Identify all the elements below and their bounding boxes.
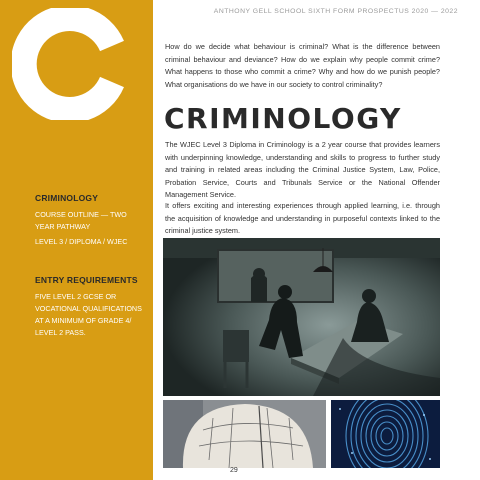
page-number: 29: [230, 467, 238, 474]
intro-paragraph: How do we decide what behaviour is criminal? What is the difference between criminal behaviour and deviance? How do we explain why people commit crime? What happens to those who commit a crime? Why and how do we punish people? What organisations do we have in our society to control criminality?: [165, 42, 440, 89]
page-title: CRIMINOLOGY: [164, 102, 402, 135]
big-letter-c: [12, 8, 124, 120]
phrenology-head-photo: [163, 400, 326, 468]
page-header: [214, 8, 458, 15]
entry-heading: ENTRY REQUIREMENTS: [35, 275, 138, 285]
interrogation-room-photo: [163, 238, 440, 396]
prospectus-label: SIXTH FORM PROSPECTUS 2020 — 2022: [308, 8, 458, 15]
course-outline: COURSE OUTLINE — TWO YEAR PATHWAY: [35, 210, 127, 231]
description-paragraph: The WJEC Level 3 Diploma in Criminology is a 2 year course that provides learners with underpinning knowledge, understanding and skills to progress to further study and training in related areas including the Criminal Justice System, Law, Police, Probation Service, Courts and Tribunals Service or the National Offender Management Service.: [165, 140, 440, 200]
course-heading: CRIMINOLOGY: [35, 193, 99, 203]
entry-requirements: FIVE LEVEL 2 GCSE OR VOCATIONAL QUALIFICATIONS AT A MINIMUM OF GRADE 4/ LEVEL 2 PASS.: [35, 292, 142, 337]
school-name: ANTHONY GELL SCHOOL: [213, 8, 306, 15]
sidebar: [0, 0, 153, 480]
course-level: LEVEL 3 / DIPLOMA / WJEC: [35, 237, 128, 246]
fingerprint-photo: [331, 400, 440, 468]
applied-learning-paragraph: It offers exciting and interesting experiences through applied learning, i.e. through the acquisition of knowledge and understanding in purposeful contexts linked to the criminal justice system.: [165, 201, 440, 236]
